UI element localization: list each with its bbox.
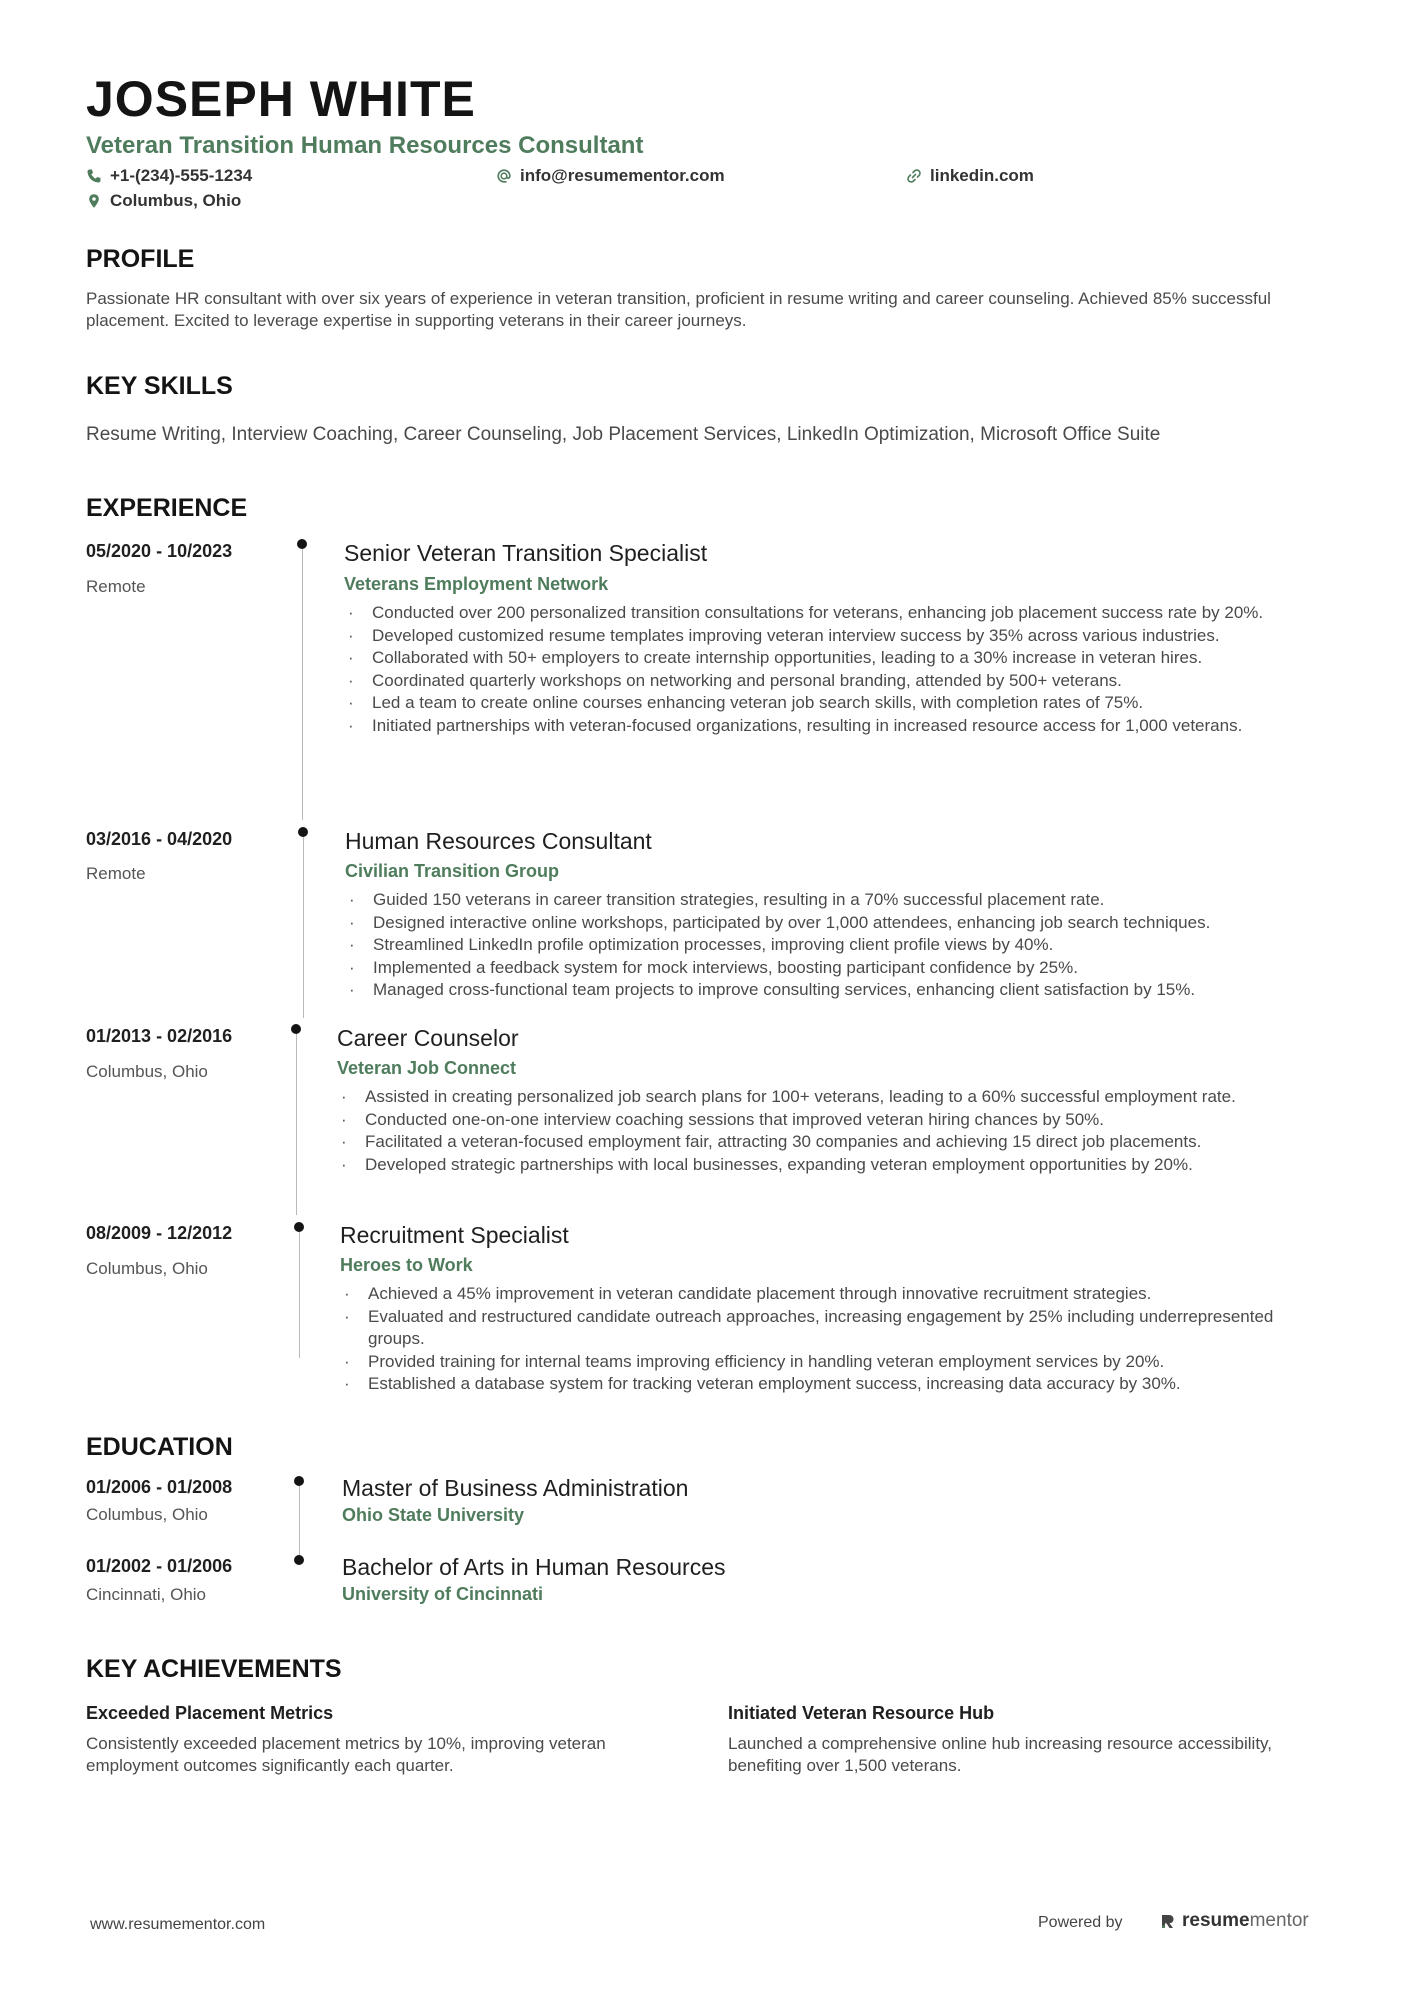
experience-org: Veterans Employment Network (344, 574, 609, 594)
candidate-name: JOSEPH WHITE (86, 71, 476, 127)
brand-bold: resume (1182, 1910, 1250, 1931)
experience-title: Human Resources Consultant (345, 828, 652, 854)
experience-title: Recruitment Specialist (340, 1222, 569, 1248)
timeline-line (299, 1482, 300, 1562)
education-school: Ohio State University (342, 1505, 525, 1525)
experience-date: 01/2013 - 02/2016 (86, 1026, 233, 1046)
skills-heading: KEY SKILLS (86, 372, 233, 400)
list-item: · Conducted one-on-one interview coaching sessions that improved veteran hiring chances by 50%. (337, 1109, 1337, 1132)
phone-icon (86, 168, 102, 184)
education-date: 01/2006 - 01/2008 (86, 1477, 233, 1497)
link-icon (906, 168, 922, 184)
timeline-dot (291, 1024, 301, 1034)
list-item: · Developed strategic partnerships with local businesses, expanding veteran employment opportunities by 20%. (337, 1154, 1337, 1177)
experience-title: Career Counselor (337, 1025, 519, 1051)
list-item: · Initiated partnerships with veteran-focused organizations, resulting in increased resource access for 1,000 veterans. (344, 715, 1334, 738)
location-pin-icon (86, 193, 102, 209)
timeline-line (302, 545, 303, 820)
education-degree: Bachelor of Arts in Human Resources (342, 1554, 726, 1580)
linkedin-contact[interactable] (906, 166, 1034, 186)
timeline-dot (294, 1476, 304, 1486)
list-item: · Provided training for internal teams improving efficiency in handling veteran employment services by 20%. (340, 1351, 1330, 1374)
timeline-dot (298, 827, 308, 837)
list-item: · Developed customized resume templates improving veteran interview success by 35% across various industries. (344, 625, 1334, 648)
phone-text: +1-(234)-555-1234 (110, 166, 253, 185)
education-heading: EDUCATION (86, 1433, 233, 1461)
experience-bullets (344, 602, 1334, 738)
achievement-title: Exceeded Placement Metrics (86, 1703, 334, 1723)
achievement-text: Consistently exceeded placement metrics by 10%, improving veteran employment outcomes significantly each quarter. (86, 1734, 606, 1775)
experience-bullets (340, 1283, 1330, 1396)
timeline-dot (294, 1555, 304, 1565)
profile-heading: PROFILE (86, 245, 195, 273)
timeline-dot (297, 539, 307, 549)
timeline-line (296, 1030, 297, 1215)
education-location: Columbus, Ohio (86, 1505, 208, 1524)
profile-summary: Passionate HR consultant with over six years of experience in veteran transition, proficient in resume writing and career counseling. Achieved 85% successful placement. Excited to leverage expertise in supporting veterans in their career journeys. (86, 289, 1271, 330)
experience-bullets (337, 1086, 1337, 1176)
email-text: info@resumementor.com (520, 166, 725, 185)
email-contact[interactable] (496, 166, 725, 186)
list-item: · Assisted in creating personalized job search plans for 100+ veterans, leading to a 60% successful employment rate. (337, 1086, 1337, 1109)
experience-date: 05/2020 - 10/2023 (86, 541, 233, 561)
brand-light: mentor (1249, 1910, 1309, 1931)
location-contact (86, 191, 241, 211)
experience-bullets (345, 889, 1345, 1002)
list-item: · Streamlined LinkedIn profile optimization processes, improving client profile views by 40%. (345, 934, 1345, 957)
list-item: · Achieved a 45% improvement in veteran candidate placement through innovative recruitment strategies. (340, 1283, 1330, 1306)
experience-date: 03/2016 - 04/2020 (86, 829, 233, 849)
experience-date: 08/2009 - 12/2012 (86, 1223, 233, 1243)
phone-contact[interactable] (86, 166, 252, 186)
skills-list: Resume Writing, Interview Coaching, Career Counseling, Job Placement Services, LinkedIn Optimization, Microsoft Office Suite (86, 424, 1161, 445)
brand-mark-icon (1160, 1912, 1176, 1930)
list-item: · Guided 150 veterans in career transition strategies, resulting in a 70% successful placement rate. (345, 889, 1345, 912)
experience-location: Columbus, Ohio (86, 1259, 208, 1278)
education-date: 01/2002 - 01/2006 (86, 1556, 233, 1576)
experience-org: Civilian Transition Group (345, 861, 560, 881)
experience-location: Remote (86, 577, 146, 596)
list-item: · Managed cross-functional team projects to improve consulting services, enhancing client satisfaction by 15%. (345, 979, 1345, 1002)
timeline-line (299, 1228, 300, 1358)
achievements-heading: KEY ACHIEVEMENTS (86, 1655, 342, 1683)
at-icon (496, 168, 512, 184)
timeline-line (303, 833, 304, 1018)
list-item: · Evaluated and restructured candidate outreach approaches, increasing engagement by 25% including underrepresented groups. (340, 1306, 1330, 1351)
experience-org: Veteran Job Connect (337, 1058, 517, 1078)
powered-by-label: Powered by (1038, 1914, 1123, 1931)
experience-heading: EXPERIENCE (86, 494, 248, 522)
list-item: · Coordinated quarterly workshops on networking and personal branding, attended by 500+ veterans. (344, 670, 1334, 693)
location-text: Columbus, Ohio (110, 191, 242, 210)
experience-title: Senior Veteran Transition Specialist (344, 540, 708, 566)
list-item: · Designed interactive online workshops, participated by over 1,000 attendees, enhancing job search techniques. (345, 912, 1345, 935)
experience-location: Remote (86, 864, 146, 883)
achievement-text: Launched a comprehensive online hub increasing resource accessibility, benefiting over 1,500 veterans. (728, 1734, 1272, 1775)
linkedin-text: linkedin.com (930, 166, 1034, 185)
experience-org: Heroes to Work (340, 1255, 473, 1275)
timeline-dot (294, 1222, 304, 1232)
footer-url[interactable]: www.resumementor.com (90, 1916, 266, 1933)
education-school: University of Cincinnati (342, 1584, 544, 1604)
experience-location: Columbus, Ohio (86, 1062, 208, 1081)
list-item: · Implemented a feedback system for mock interviews, boosting participant confidence by 25%. (345, 957, 1345, 980)
list-item: · Led a team to create online courses enhancing veteran job search skills, with completion rates of 75%. (344, 692, 1334, 715)
education-location: Cincinnati, Ohio (86, 1585, 207, 1604)
candidate-role: Veteran Transition Human Resources Consultant (86, 132, 644, 159)
list-item: · Conducted over 200 personalized transition consultations for veterans, enhancing job placement success rate by 20%. (344, 602, 1334, 625)
list-item: · Collaborated with 50+ employers to create internship opportunities, leading to a 30% increase in veteran hires. (344, 647, 1334, 670)
list-item: · Established a database system for tracking veteran employment success, increasing data accuracy by 30%. (340, 1373, 1330, 1396)
education-degree: Master of Business Administration (342, 1475, 689, 1501)
list-item: · Facilitated a veteran-focused employment fair, attracting 30 companies and achieving 15 direct job placements. (337, 1131, 1337, 1154)
brand-logo[interactable] (1160, 1910, 1309, 1932)
achievement-title: Initiated Veteran Resource Hub (728, 1703, 995, 1723)
